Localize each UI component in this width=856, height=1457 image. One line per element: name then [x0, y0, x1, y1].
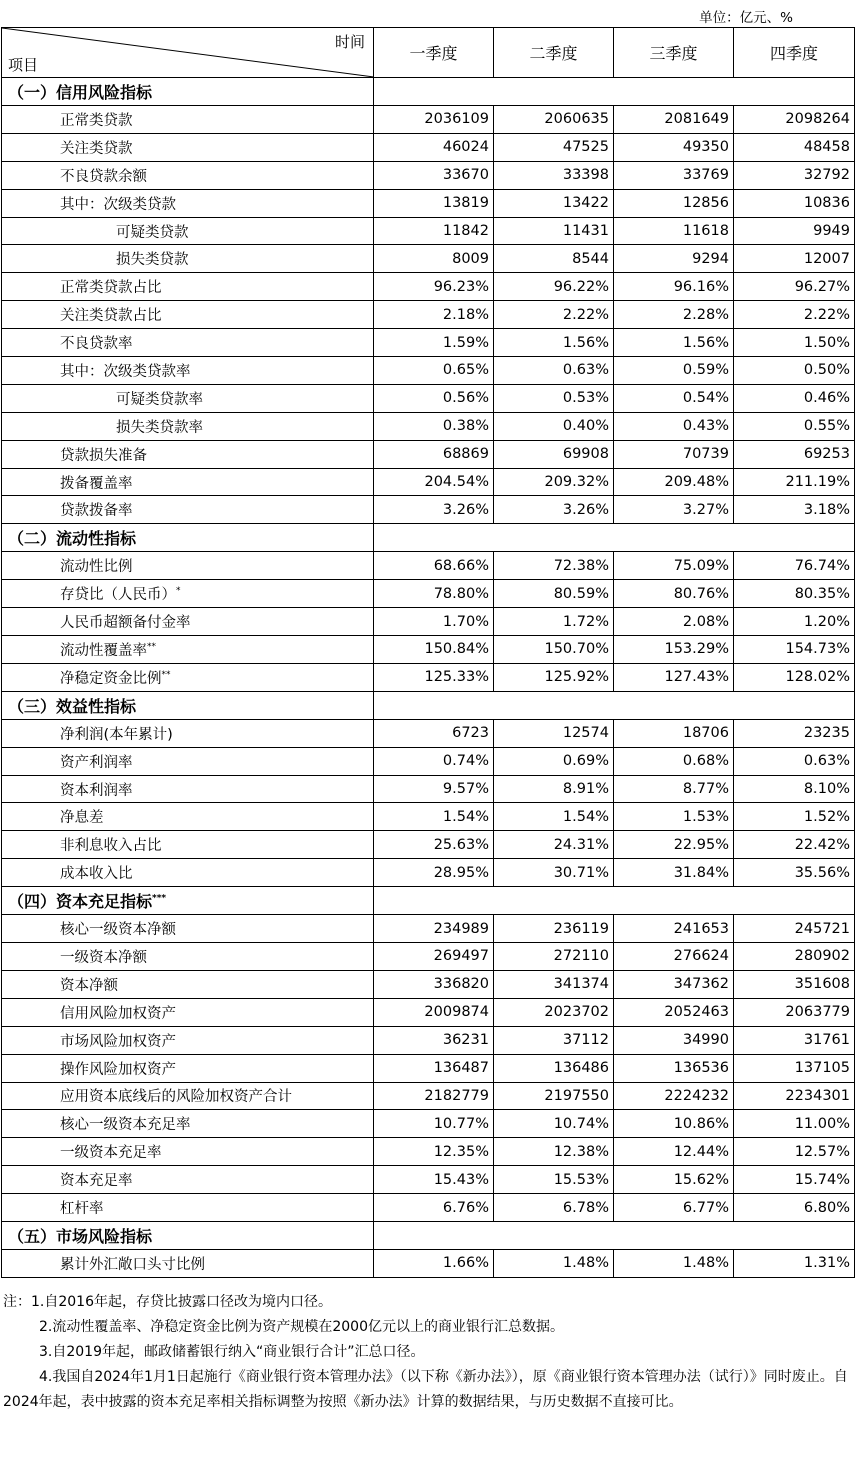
table-row — [2, 245, 855, 273]
value-cell: 9949 — [734, 217, 855, 245]
value-cell: 1.31% — [734, 1249, 855, 1277]
unit-label: 单位：亿元、% — [699, 10, 793, 26]
quarter-header: 三季度 — [614, 28, 734, 78]
row-label: 贷款拨备率 — [2, 496, 374, 524]
value-cell: 0.68% — [614, 747, 734, 775]
table-row — [2, 412, 855, 440]
table-row — [2, 133, 855, 161]
section-title: （三）效益性指标 — [2, 691, 374, 719]
value-cell: 15.43% — [374, 1166, 494, 1194]
value-cell: 11842 — [374, 217, 494, 245]
row-label: 关注类贷款占比 — [2, 301, 374, 329]
section-blank-cell — [374, 524, 855, 552]
value-cell: 1.72% — [494, 608, 614, 636]
value-cell: 1.53% — [614, 803, 734, 831]
section-row — [2, 887, 855, 915]
section-title: （四）资本充足指标*** — [2, 887, 374, 915]
section-blank-cell — [374, 78, 855, 106]
section-title: （五）市场风险指标 — [2, 1221, 374, 1249]
value-cell: 0.40% — [494, 412, 614, 440]
value-cell: 351608 — [734, 970, 855, 998]
table-row — [2, 775, 855, 803]
section-row — [2, 1221, 855, 1249]
value-cell: 1.54% — [374, 803, 494, 831]
table-row — [2, 608, 855, 636]
value-cell: 2.18% — [374, 301, 494, 329]
table-row — [2, 663, 855, 691]
table-row — [2, 943, 855, 971]
row-label: 操作风险加权资产 — [2, 1054, 374, 1082]
value-cell: 9294 — [614, 245, 734, 273]
row-label: 流动性覆盖率** — [2, 636, 374, 664]
table-row — [2, 1026, 855, 1054]
table-row — [2, 1082, 855, 1110]
value-cell: 0.54% — [614, 384, 734, 412]
value-cell: 15.62% — [614, 1166, 734, 1194]
value-cell: 236119 — [494, 915, 614, 943]
value-cell: 211.19% — [734, 468, 855, 496]
value-cell: 12007 — [734, 245, 855, 273]
value-cell: 0.43% — [614, 412, 734, 440]
value-cell: 0.38% — [374, 412, 494, 440]
diagonal-line — [2, 28, 374, 77]
value-cell: 204.54% — [374, 468, 494, 496]
row-label: 拨备覆盖率 — [2, 468, 374, 496]
time-label: 时间 — [334, 33, 365, 51]
value-cell: 1.20% — [734, 608, 855, 636]
table-row — [2, 803, 855, 831]
table-row — [2, 106, 855, 134]
table-row — [2, 384, 855, 412]
section-row — [2, 78, 855, 106]
table-row — [2, 998, 855, 1026]
value-cell: 75.09% — [614, 552, 734, 580]
value-cell: 80.59% — [494, 580, 614, 608]
row-label: 关注类贷款 — [2, 133, 374, 161]
value-cell: 2.28% — [614, 301, 734, 329]
note-4: 4.我国自2024年1月1日起施行《商业银行资本管理办法》（以下称《新办法》），原《商业银行资本管理办法（试行）》同时废止。自2024年起，表中披露的资本充足率相关指标调整为按照《新办法》计算的数据结果，与历史数据不直接可比。 — [3, 1369, 848, 1410]
table-row — [2, 273, 855, 301]
value-cell: 33769 — [614, 161, 734, 189]
value-cell: 96.27% — [734, 273, 855, 301]
value-cell: 8.10% — [734, 775, 855, 803]
value-cell: 0.69% — [494, 747, 614, 775]
table-row — [2, 440, 855, 468]
value-cell: 0.65% — [374, 357, 494, 385]
value-cell: 8.91% — [494, 775, 614, 803]
row-label: 正常类贷款 — [2, 106, 374, 134]
notes — [3, 1290, 848, 1415]
value-cell: 3.18% — [734, 496, 855, 524]
section-blank-cell — [374, 1221, 855, 1249]
value-cell: 2023702 — [494, 998, 614, 1026]
table-row — [2, 357, 855, 385]
value-cell: 80.76% — [614, 580, 734, 608]
value-cell: 11431 — [494, 217, 614, 245]
value-cell: 0.74% — [374, 747, 494, 775]
value-cell: 2063779 — [734, 998, 855, 1026]
row-label: 流动性比例 — [2, 552, 374, 580]
row-label: 市场风险加权资产 — [2, 1026, 374, 1054]
section-row — [2, 524, 855, 552]
table-row — [2, 1138, 855, 1166]
table-row — [2, 1054, 855, 1082]
value-cell: 34990 — [614, 1026, 734, 1054]
value-cell: 1.48% — [494, 1249, 614, 1277]
value-cell: 25.63% — [374, 831, 494, 859]
quarter-header: 四季度 — [734, 28, 855, 78]
value-cell: 0.46% — [734, 384, 855, 412]
value-cell: 11618 — [614, 217, 734, 245]
value-cell: 28.95% — [374, 859, 494, 887]
value-cell: 12.57% — [734, 1138, 855, 1166]
row-label: 核心一级资本净额 — [2, 915, 374, 943]
value-cell: 13819 — [374, 189, 494, 217]
value-cell: 209.32% — [494, 468, 614, 496]
table-row — [2, 468, 855, 496]
section-title: （一）信用风险指标 — [2, 78, 374, 106]
value-cell: 35.56% — [734, 859, 855, 887]
table-row — [2, 1249, 855, 1277]
row-label: 杠杆率 — [2, 1194, 374, 1222]
value-cell: 2182779 — [374, 1082, 494, 1110]
value-cell: 245721 — [734, 915, 855, 943]
value-cell: 3.27% — [614, 496, 734, 524]
value-cell: 3.26% — [494, 496, 614, 524]
value-cell: 154.73% — [734, 636, 855, 664]
table-row — [2, 329, 855, 357]
row-label: 非利息收入占比 — [2, 831, 374, 859]
table-row — [2, 859, 855, 887]
value-cell: 70739 — [614, 440, 734, 468]
value-cell: 150.70% — [494, 636, 614, 664]
value-cell: 6.80% — [734, 1194, 855, 1222]
value-cell: 137105 — [734, 1054, 855, 1082]
value-cell: 72.38% — [494, 552, 614, 580]
row-label: 不良贷款余额 — [2, 161, 374, 189]
table-row — [2, 831, 855, 859]
table-row — [2, 301, 855, 329]
quarter-header: 一季度 — [374, 28, 494, 78]
row-label: 正常类贷款占比 — [2, 273, 374, 301]
value-cell: 0.56% — [374, 384, 494, 412]
row-label: 损失类贷款 — [2, 245, 374, 273]
value-cell: 12.38% — [494, 1138, 614, 1166]
value-cell: 0.63% — [734, 747, 855, 775]
table-row — [2, 719, 855, 747]
value-cell: 125.33% — [374, 663, 494, 691]
value-cell: 6.77% — [614, 1194, 734, 1222]
value-cell: 347362 — [614, 970, 734, 998]
value-cell: 1.54% — [494, 803, 614, 831]
table-row — [2, 552, 855, 580]
value-cell: 2081649 — [614, 106, 734, 134]
value-cell: 8.77% — [614, 775, 734, 803]
row-label: 净稳定资金比例** — [2, 663, 374, 691]
row-label: 信用风险加权资产 — [2, 998, 374, 1026]
value-cell: 10836 — [734, 189, 855, 217]
value-cell: 272110 — [494, 943, 614, 971]
value-cell: 22.42% — [734, 831, 855, 859]
value-cell: 10.86% — [614, 1110, 734, 1138]
row-label: 应用资本底线后的风险加权资产合计 — [2, 1082, 374, 1110]
value-cell: 12.35% — [374, 1138, 494, 1166]
value-cell: 2224232 — [614, 1082, 734, 1110]
row-label: 人民币超额备付金率 — [2, 608, 374, 636]
table-body — [2, 78, 855, 1278]
value-cell: 2009874 — [374, 998, 494, 1026]
value-cell: 48458 — [734, 133, 855, 161]
value-cell: 127.43% — [614, 663, 734, 691]
value-cell: 80.35% — [734, 580, 855, 608]
value-cell: 150.84% — [374, 636, 494, 664]
table-row — [2, 636, 855, 664]
value-cell: 8009 — [374, 245, 494, 273]
value-cell: 31.84% — [614, 859, 734, 887]
value-cell: 209.48% — [614, 468, 734, 496]
value-cell: 2234301 — [734, 1082, 855, 1110]
table-row — [2, 189, 855, 217]
value-cell: 46024 — [374, 133, 494, 161]
row-label: 资本利润率 — [2, 775, 374, 803]
value-cell: 9.57% — [374, 775, 494, 803]
value-cell: 1.48% — [614, 1249, 734, 1277]
value-cell: 2.22% — [494, 301, 614, 329]
value-cell: 22.95% — [614, 831, 734, 859]
value-cell: 3.26% — [374, 496, 494, 524]
value-cell: 136487 — [374, 1054, 494, 1082]
value-cell: 0.59% — [614, 357, 734, 385]
value-cell: 12856 — [614, 189, 734, 217]
value-cell: 1.70% — [374, 608, 494, 636]
table-row — [2, 580, 855, 608]
row-label: 不良贷款率 — [2, 329, 374, 357]
row-label: 一级资本充足率 — [2, 1138, 374, 1166]
row-label: 净息差 — [2, 803, 374, 831]
row-label: 一级资本净额 — [2, 943, 374, 971]
table-row — [2, 747, 855, 775]
row-label: 存贷比（人民币）* — [2, 580, 374, 608]
value-cell: 269497 — [374, 943, 494, 971]
value-cell: 1.56% — [494, 329, 614, 357]
value-cell: 276624 — [614, 943, 734, 971]
note-3: 3.自2019年起，邮政储蓄银行纳入“商业银行合计”汇总口径。 — [39, 1344, 425, 1360]
value-cell: 6723 — [374, 719, 494, 747]
row-label: 其中：次级类贷款 — [2, 189, 374, 217]
value-cell: 0.50% — [734, 357, 855, 385]
value-cell: 96.16% — [614, 273, 734, 301]
table-row — [2, 217, 855, 245]
row-label: 其中：次级类贷款率 — [2, 357, 374, 385]
table-row — [2, 915, 855, 943]
value-cell: 0.55% — [734, 412, 855, 440]
value-cell: 1.50% — [734, 329, 855, 357]
value-cell: 2.08% — [614, 608, 734, 636]
row-label: 净利润(本年累计) — [2, 719, 374, 747]
value-cell: 12.44% — [614, 1138, 734, 1166]
value-cell: 13422 — [494, 189, 614, 217]
value-cell: 136486 — [494, 1054, 614, 1082]
table-row — [2, 496, 855, 524]
row-label: 资本净额 — [2, 970, 374, 998]
value-cell: 23235 — [734, 719, 855, 747]
value-cell: 1.66% — [374, 1249, 494, 1277]
section-blank-cell — [374, 887, 855, 915]
value-cell: 153.29% — [614, 636, 734, 664]
table-row — [2, 970, 855, 998]
value-cell: 31761 — [734, 1026, 855, 1054]
value-cell: 36231 — [374, 1026, 494, 1054]
value-cell: 69908 — [494, 440, 614, 468]
value-cell: 10.74% — [494, 1110, 614, 1138]
note-2: 2.流动性覆盖率、净稳定资金比例为资产规模在2000亿元以上的商业银行汇总数据。 — [39, 1319, 564, 1335]
corner-cell — [2, 28, 374, 78]
value-cell: 18706 — [614, 719, 734, 747]
value-cell: 0.53% — [494, 384, 614, 412]
value-cell: 76.74% — [734, 552, 855, 580]
value-cell: 1.52% — [734, 803, 855, 831]
quarter-header: 二季度 — [494, 28, 614, 78]
value-cell: 241653 — [614, 915, 734, 943]
row-label: 可疑类贷款率 — [2, 384, 374, 412]
value-cell: 11.00% — [734, 1110, 855, 1138]
value-cell: 280902 — [734, 943, 855, 971]
value-cell: 125.92% — [494, 663, 614, 691]
value-cell: 2.22% — [734, 301, 855, 329]
value-cell: 2052463 — [614, 998, 734, 1026]
value-cell: 24.31% — [494, 831, 614, 859]
row-label: 损失类贷款率 — [2, 412, 374, 440]
header-row — [2, 28, 855, 78]
value-cell: 2060635 — [494, 106, 614, 134]
section-title: （二）流动性指标 — [2, 524, 374, 552]
value-cell: 15.74% — [734, 1166, 855, 1194]
value-cell: 1.56% — [614, 329, 734, 357]
row-label: 可疑类贷款 — [2, 217, 374, 245]
value-cell: 37112 — [494, 1026, 614, 1054]
row-label: 累计外汇敞口头寸比例 — [2, 1249, 374, 1277]
item-label: 项目 — [8, 56, 39, 74]
note-1: 注：1.自2016年起，存贷比披露口径改为境内口径。 — [3, 1294, 332, 1310]
value-cell: 49350 — [614, 133, 734, 161]
table-row — [2, 1194, 855, 1222]
table-row — [2, 1110, 855, 1138]
row-label: 成本收入比 — [2, 859, 374, 887]
section-row — [2, 691, 855, 719]
value-cell: 2036109 — [374, 106, 494, 134]
section-blank-cell — [374, 691, 855, 719]
value-cell: 136536 — [614, 1054, 734, 1082]
value-cell: 68.66% — [374, 552, 494, 580]
value-cell: 10.77% — [374, 1110, 494, 1138]
value-cell: 1.59% — [374, 329, 494, 357]
row-label: 资产利润率 — [2, 747, 374, 775]
value-cell: 69253 — [734, 440, 855, 468]
value-cell: 128.02% — [734, 663, 855, 691]
value-cell: 8544 — [494, 245, 614, 273]
statistics-table — [1, 27, 855, 1278]
value-cell: 234989 — [374, 915, 494, 943]
value-cell: 2197550 — [494, 1082, 614, 1110]
value-cell: 6.76% — [374, 1194, 494, 1222]
value-cell: 336820 — [374, 970, 494, 998]
value-cell: 341374 — [494, 970, 614, 998]
value-cell: 12574 — [494, 719, 614, 747]
value-cell: 32792 — [734, 161, 855, 189]
value-cell: 2098264 — [734, 106, 855, 134]
value-cell: 0.63% — [494, 357, 614, 385]
value-cell: 6.78% — [494, 1194, 614, 1222]
table-row — [2, 1166, 855, 1194]
value-cell: 33670 — [374, 161, 494, 189]
table-row — [2, 161, 855, 189]
row-label: 贷款损失准备 — [2, 440, 374, 468]
value-cell: 15.53% — [494, 1166, 614, 1194]
value-cell: 47525 — [494, 133, 614, 161]
value-cell: 30.71% — [494, 859, 614, 887]
value-cell: 78.80% — [374, 580, 494, 608]
row-label: 核心一级资本充足率 — [2, 1110, 374, 1138]
row-label: 资本充足率 — [2, 1166, 374, 1194]
value-cell: 68869 — [374, 440, 494, 468]
value-cell: 96.23% — [374, 273, 494, 301]
value-cell: 96.22% — [494, 273, 614, 301]
value-cell: 33398 — [494, 161, 614, 189]
